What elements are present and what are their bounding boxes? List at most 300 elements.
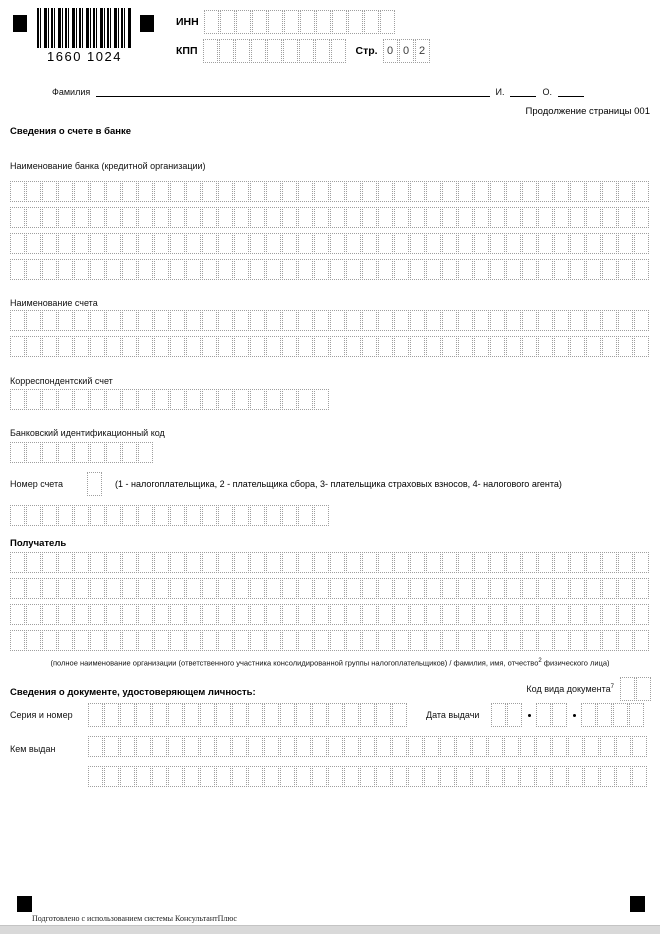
- form-cell[interactable]: [426, 604, 441, 625]
- form-cell[interactable]: [10, 604, 25, 625]
- form-cell[interactable]: [88, 736, 103, 757]
- form-cell[interactable]: [282, 181, 297, 202]
- form-cell[interactable]: [282, 552, 297, 573]
- form-cell[interactable]: [458, 310, 473, 331]
- form-cell[interactable]: [122, 181, 137, 202]
- form-cell[interactable]: [522, 604, 537, 625]
- form-cell[interactable]: [346, 259, 361, 280]
- form-cell[interactable]: 0: [383, 39, 398, 63]
- form-cell[interactable]: [586, 310, 601, 331]
- form-cell[interactable]: [522, 336, 537, 357]
- form-cell[interactable]: [426, 207, 441, 228]
- form-cell[interactable]: [202, 604, 217, 625]
- form-cell[interactable]: [138, 389, 153, 410]
- form-cell[interactable]: [536, 766, 551, 787]
- form-cell[interactable]: [106, 259, 121, 280]
- form-cell[interactable]: [122, 233, 137, 254]
- form-cell[interactable]: [362, 310, 377, 331]
- form-cell[interactable]: [58, 604, 73, 625]
- form-cell[interactable]: [186, 336, 201, 357]
- form-cell[interactable]: [426, 181, 441, 202]
- form-cell[interactable]: [394, 630, 409, 651]
- form-cell[interactable]: [186, 207, 201, 228]
- form-cell[interactable]: [442, 181, 457, 202]
- form-cell[interactable]: [170, 181, 185, 202]
- form-cell[interactable]: [586, 233, 601, 254]
- form-cell[interactable]: [74, 442, 89, 463]
- form-cell[interactable]: [232, 736, 247, 757]
- form-cell[interactable]: [26, 233, 41, 254]
- form-cell[interactable]: [522, 552, 537, 573]
- form-cell[interactable]: [442, 552, 457, 573]
- form-cell[interactable]: [376, 736, 391, 757]
- form-cell[interactable]: [218, 604, 233, 625]
- form-cell[interactable]: [202, 336, 217, 357]
- form-cell[interactable]: [10, 259, 25, 280]
- form-cell[interactable]: [42, 310, 57, 331]
- form-cell[interactable]: [170, 259, 185, 280]
- form-cell[interactable]: [538, 604, 553, 625]
- form-cell[interactable]: [538, 181, 553, 202]
- form-cell[interactable]: [296, 736, 311, 757]
- form-cell[interactable]: [440, 766, 455, 787]
- form-cell[interactable]: [456, 766, 471, 787]
- form-cell[interactable]: [10, 336, 25, 357]
- form-cell[interactable]: [410, 259, 425, 280]
- form-cell[interactable]: [346, 207, 361, 228]
- form-cell[interactable]: [554, 578, 569, 599]
- form-cell[interactable]: [330, 578, 345, 599]
- form-cell[interactable]: [507, 703, 522, 727]
- form-cell[interactable]: [522, 259, 537, 280]
- form-cell[interactable]: [629, 703, 644, 727]
- form-cell[interactable]: [618, 259, 633, 280]
- form-cell[interactable]: [331, 39, 346, 63]
- form-cell[interactable]: [330, 604, 345, 625]
- form-cell[interactable]: [506, 336, 521, 357]
- form-cell[interactable]: [42, 604, 57, 625]
- form-cell[interactable]: [202, 630, 217, 651]
- form-cell[interactable]: [282, 233, 297, 254]
- form-cell[interactable]: [268, 10, 283, 34]
- form-cell[interactable]: [138, 552, 153, 573]
- form-cell[interactable]: [314, 259, 329, 280]
- form-cell[interactable]: [136, 766, 151, 787]
- form-cell[interactable]: [218, 233, 233, 254]
- form-cell[interactable]: [490, 233, 505, 254]
- form-cell[interactable]: [316, 10, 331, 34]
- form-cell[interactable]: [394, 207, 409, 228]
- form-cell[interactable]: [106, 505, 121, 526]
- form-cell[interactable]: [10, 578, 25, 599]
- form-cell[interactable]: [458, 181, 473, 202]
- form-cell[interactable]: [154, 630, 169, 651]
- form-cell[interactable]: [152, 766, 167, 787]
- form-cell[interactable]: [106, 181, 121, 202]
- form-cell[interactable]: [536, 703, 551, 727]
- form-cell[interactable]: [408, 736, 423, 757]
- form-cell[interactable]: [298, 604, 313, 625]
- form-cell[interactable]: [602, 604, 617, 625]
- form-cell[interactable]: [378, 233, 393, 254]
- form-cell[interactable]: [282, 310, 297, 331]
- form-cell[interactable]: [330, 233, 345, 254]
- form-cell[interactable]: [634, 578, 649, 599]
- form-cell[interactable]: [248, 736, 263, 757]
- form-cell[interactable]: [122, 505, 137, 526]
- form-cell[interactable]: [74, 630, 89, 651]
- form-cell[interactable]: [618, 310, 633, 331]
- form-cell[interactable]: [298, 505, 313, 526]
- form-cell[interactable]: [602, 310, 617, 331]
- form-cell[interactable]: [10, 552, 25, 573]
- form-cell[interactable]: [426, 578, 441, 599]
- form-cell[interactable]: [282, 604, 297, 625]
- form-cell[interactable]: [168, 736, 183, 757]
- form-cell[interactable]: [554, 310, 569, 331]
- form-cell[interactable]: [620, 677, 635, 701]
- form-cell[interactable]: [122, 259, 137, 280]
- form-cell[interactable]: [296, 703, 311, 727]
- form-cell[interactable]: [298, 207, 313, 228]
- form-cell[interactable]: [202, 578, 217, 599]
- form-cell[interactable]: [266, 630, 281, 651]
- form-cell[interactable]: [442, 630, 457, 651]
- form-cell[interactable]: [10, 442, 25, 463]
- initial-o-input-line[interactable]: [558, 84, 584, 97]
- form-cell[interactable]: [538, 259, 553, 280]
- form-cell[interactable]: [586, 630, 601, 651]
- form-cell[interactable]: [170, 552, 185, 573]
- form-cell[interactable]: [634, 207, 649, 228]
- form-cell[interactable]: [506, 578, 521, 599]
- form-cell[interactable]: [554, 181, 569, 202]
- form-cell[interactable]: [314, 389, 329, 410]
- form-cell[interactable]: [202, 259, 217, 280]
- form-cell[interactable]: [26, 578, 41, 599]
- form-cell[interactable]: [138, 604, 153, 625]
- form-cell[interactable]: [346, 233, 361, 254]
- series-number-field[interactable]: [88, 703, 408, 727]
- form-cell[interactable]: [360, 766, 375, 787]
- form-cell[interactable]: [442, 604, 457, 625]
- form-cell[interactable]: [283, 39, 298, 63]
- form-cell[interactable]: [538, 578, 553, 599]
- form-cell[interactable]: [506, 207, 521, 228]
- form-cell[interactable]: [456, 736, 471, 757]
- form-cell[interactable]: [376, 703, 391, 727]
- form-cell[interactable]: [520, 766, 535, 787]
- form-cell[interactable]: [266, 233, 281, 254]
- form-cell[interactable]: [506, 181, 521, 202]
- form-cell[interactable]: [346, 336, 361, 357]
- form-cell[interactable]: [586, 259, 601, 280]
- form-cell[interactable]: [618, 181, 633, 202]
- form-cell[interactable]: [168, 703, 183, 727]
- form-cell[interactable]: [234, 336, 249, 357]
- form-cell[interactable]: [618, 233, 633, 254]
- form-cell[interactable]: [344, 766, 359, 787]
- form-cell[interactable]: [170, 336, 185, 357]
- form-cell[interactable]: [552, 766, 567, 787]
- form-cell[interactable]: [282, 389, 297, 410]
- form-cell[interactable]: [42, 442, 57, 463]
- form-cell[interactable]: [616, 766, 631, 787]
- form-cell[interactable]: [42, 505, 57, 526]
- form-cell[interactable]: [58, 207, 73, 228]
- form-cell[interactable]: [10, 505, 25, 526]
- form-cell[interactable]: [348, 10, 363, 34]
- form-cell[interactable]: [267, 39, 282, 63]
- form-cell[interactable]: [282, 578, 297, 599]
- form-cell[interactable]: [266, 336, 281, 357]
- form-cell[interactable]: [200, 736, 215, 757]
- form-cell[interactable]: [90, 233, 105, 254]
- form-cell[interactable]: [26, 259, 41, 280]
- form-cell[interactable]: [282, 259, 297, 280]
- form-cell[interactable]: [10, 310, 25, 331]
- form-cell[interactable]: [426, 259, 441, 280]
- form-cell[interactable]: [378, 207, 393, 228]
- form-cell[interactable]: [90, 181, 105, 202]
- form-cell[interactable]: [152, 703, 167, 727]
- form-cell[interactable]: [248, 766, 263, 787]
- form-cell[interactable]: [394, 336, 409, 357]
- form-cell[interactable]: [104, 703, 119, 727]
- form-cell[interactable]: [634, 552, 649, 573]
- form-cell[interactable]: [266, 181, 281, 202]
- form-cell[interactable]: [410, 604, 425, 625]
- form-cell[interactable]: [394, 181, 409, 202]
- form-cell[interactable]: [186, 578, 201, 599]
- form-cell[interactable]: [632, 736, 647, 757]
- form-cell[interactable]: [236, 10, 251, 34]
- form-cell[interactable]: [410, 552, 425, 573]
- form-cell[interactable]: [538, 310, 553, 331]
- form-cell[interactable]: [314, 310, 329, 331]
- form-cell[interactable]: [216, 736, 231, 757]
- form-cell[interactable]: [426, 310, 441, 331]
- issued-by-field-row1[interactable]: [88, 736, 648, 757]
- form-cell[interactable]: [154, 233, 169, 254]
- form-cell[interactable]: [602, 259, 617, 280]
- form-cell[interactable]: [218, 578, 233, 599]
- form-cell[interactable]: [554, 604, 569, 625]
- form-cell[interactable]: [154, 604, 169, 625]
- form-cell[interactable]: [298, 181, 313, 202]
- form-cell[interactable]: [136, 736, 151, 757]
- form-cell[interactable]: [618, 552, 633, 573]
- form-cell[interactable]: [570, 578, 585, 599]
- form-cell[interactable]: [120, 766, 135, 787]
- form-cell[interactable]: [410, 310, 425, 331]
- form-cell[interactable]: [186, 630, 201, 651]
- form-cell[interactable]: [170, 604, 185, 625]
- form-cell[interactable]: [218, 181, 233, 202]
- form-cell[interactable]: [282, 505, 297, 526]
- form-cell[interactable]: [600, 766, 615, 787]
- form-cell[interactable]: [346, 310, 361, 331]
- form-cell[interactable]: [312, 736, 327, 757]
- form-cell[interactable]: [410, 630, 425, 651]
- form-cell[interactable]: [554, 207, 569, 228]
- form-cell[interactable]: [602, 233, 617, 254]
- form-cell[interactable]: [536, 736, 551, 757]
- form-cell[interactable]: [299, 39, 314, 63]
- form-cell[interactable]: [330, 310, 345, 331]
- form-cell[interactable]: [250, 181, 265, 202]
- form-cell[interactable]: [26, 630, 41, 651]
- form-cell[interactable]: [602, 181, 617, 202]
- form-cell[interactable]: [298, 630, 313, 651]
- form-cell[interactable]: [570, 233, 585, 254]
- form-cell[interactable]: [106, 604, 121, 625]
- form-cell[interactable]: [234, 552, 249, 573]
- form-cell[interactable]: [42, 389, 57, 410]
- doc-code-field[interactable]: [620, 677, 652, 701]
- form-cell[interactable]: [538, 630, 553, 651]
- form-cell[interactable]: [314, 604, 329, 625]
- form-cell[interactable]: [250, 207, 265, 228]
- form-cell[interactable]: [298, 233, 313, 254]
- form-cell[interactable]: [90, 604, 105, 625]
- form-cell[interactable]: [234, 630, 249, 651]
- form-cell[interactable]: [506, 552, 521, 573]
- form-cell[interactable]: [202, 233, 217, 254]
- form-cell[interactable]: [330, 552, 345, 573]
- form-cell[interactable]: [10, 630, 25, 651]
- form-cell[interactable]: [364, 10, 379, 34]
- form-cell[interactable]: [330, 630, 345, 651]
- kpp-field[interactable]: [203, 39, 347, 63]
- form-cell[interactable]: [266, 207, 281, 228]
- form-cell[interactable]: [58, 336, 73, 357]
- form-cell[interactable]: [74, 207, 89, 228]
- form-cell[interactable]: [186, 389, 201, 410]
- form-cell[interactable]: [87, 472, 102, 496]
- form-cell[interactable]: [234, 310, 249, 331]
- form-cell[interactable]: [474, 233, 489, 254]
- form-cell[interactable]: [362, 259, 377, 280]
- form-cell[interactable]: [378, 630, 393, 651]
- form-cell[interactable]: [362, 578, 377, 599]
- form-cell[interactable]: [218, 389, 233, 410]
- form-cell[interactable]: [250, 336, 265, 357]
- form-cell[interactable]: [458, 259, 473, 280]
- form-cell[interactable]: [232, 766, 247, 787]
- form-cell[interactable]: [490, 181, 505, 202]
- form-cell[interactable]: [410, 181, 425, 202]
- form-cell[interactable]: [474, 552, 489, 573]
- form-cell[interactable]: [186, 552, 201, 573]
- form-cell[interactable]: [506, 630, 521, 651]
- form-cell[interactable]: [234, 505, 249, 526]
- form-cell[interactable]: [392, 736, 407, 757]
- form-cell[interactable]: [234, 207, 249, 228]
- form-cell[interactable]: [474, 207, 489, 228]
- form-cell[interactable]: [458, 336, 473, 357]
- form-cell[interactable]: [314, 207, 329, 228]
- form-cell[interactable]: [602, 336, 617, 357]
- form-cell[interactable]: [138, 630, 153, 651]
- form-cell[interactable]: [618, 207, 633, 228]
- form-cell[interactable]: [314, 552, 329, 573]
- form-cell[interactable]: [202, 181, 217, 202]
- form-cell[interactable]: [570, 630, 585, 651]
- form-cell[interactable]: [266, 578, 281, 599]
- form-cell[interactable]: [552, 703, 567, 727]
- initial-i-input-line[interactable]: [510, 84, 536, 97]
- form-cell[interactable]: [298, 552, 313, 573]
- form-cell[interactable]: [106, 442, 121, 463]
- form-cell[interactable]: [490, 336, 505, 357]
- form-cell[interactable]: [234, 181, 249, 202]
- form-cell[interactable]: [362, 336, 377, 357]
- form-cell[interactable]: [522, 310, 537, 331]
- form-cell[interactable]: [490, 604, 505, 625]
- form-cell[interactable]: [442, 310, 457, 331]
- form-cell[interactable]: [424, 766, 439, 787]
- form-cell[interactable]: [618, 604, 633, 625]
- form-cell[interactable]: [426, 630, 441, 651]
- form-cell[interactable]: [330, 259, 345, 280]
- form-cell[interactable]: [506, 259, 521, 280]
- form-cell[interactable]: [378, 310, 393, 331]
- account-number-grid[interactable]: [10, 505, 330, 526]
- form-cell[interactable]: [202, 552, 217, 573]
- form-cell[interactable]: [170, 578, 185, 599]
- form-cell[interactable]: [378, 578, 393, 599]
- form-cell[interactable]: [315, 39, 330, 63]
- form-cell[interactable]: [618, 578, 633, 599]
- form-cell[interactable]: [186, 310, 201, 331]
- form-cell[interactable]: [104, 766, 119, 787]
- form-cell[interactable]: [122, 310, 137, 331]
- form-cell[interactable]: [586, 552, 601, 573]
- form-cell[interactable]: [74, 505, 89, 526]
- form-cell[interactable]: [488, 736, 503, 757]
- form-cell[interactable]: [458, 207, 473, 228]
- form-cell[interactable]: [90, 505, 105, 526]
- form-cell[interactable]: [362, 233, 377, 254]
- form-cell[interactable]: [122, 389, 137, 410]
- form-cell[interactable]: [90, 336, 105, 357]
- form-cell[interactable]: [554, 259, 569, 280]
- form-cell[interactable]: [586, 336, 601, 357]
- form-cell[interactable]: [74, 181, 89, 202]
- bank-name-grid[interactable]: [10, 181, 650, 280]
- form-cell[interactable]: [458, 630, 473, 651]
- inn-field[interactable]: [204, 10, 396, 34]
- form-cell[interactable]: [248, 703, 263, 727]
- form-cell[interactable]: [491, 703, 506, 727]
- form-cell[interactable]: [378, 604, 393, 625]
- form-cell[interactable]: [378, 181, 393, 202]
- form-cell[interactable]: [328, 703, 343, 727]
- form-cell[interactable]: [586, 181, 601, 202]
- form-cell[interactable]: [90, 207, 105, 228]
- form-cell[interactable]: [250, 630, 265, 651]
- form-cell[interactable]: [586, 604, 601, 625]
- form-cell[interactable]: [284, 10, 299, 34]
- form-cell[interactable]: [426, 552, 441, 573]
- form-cell[interactable]: [106, 336, 121, 357]
- form-cell[interactable]: [362, 552, 377, 573]
- form-cell[interactable]: [570, 207, 585, 228]
- form-cell[interactable]: [586, 207, 601, 228]
- form-cell[interactable]: [394, 310, 409, 331]
- form-cell[interactable]: [10, 233, 25, 254]
